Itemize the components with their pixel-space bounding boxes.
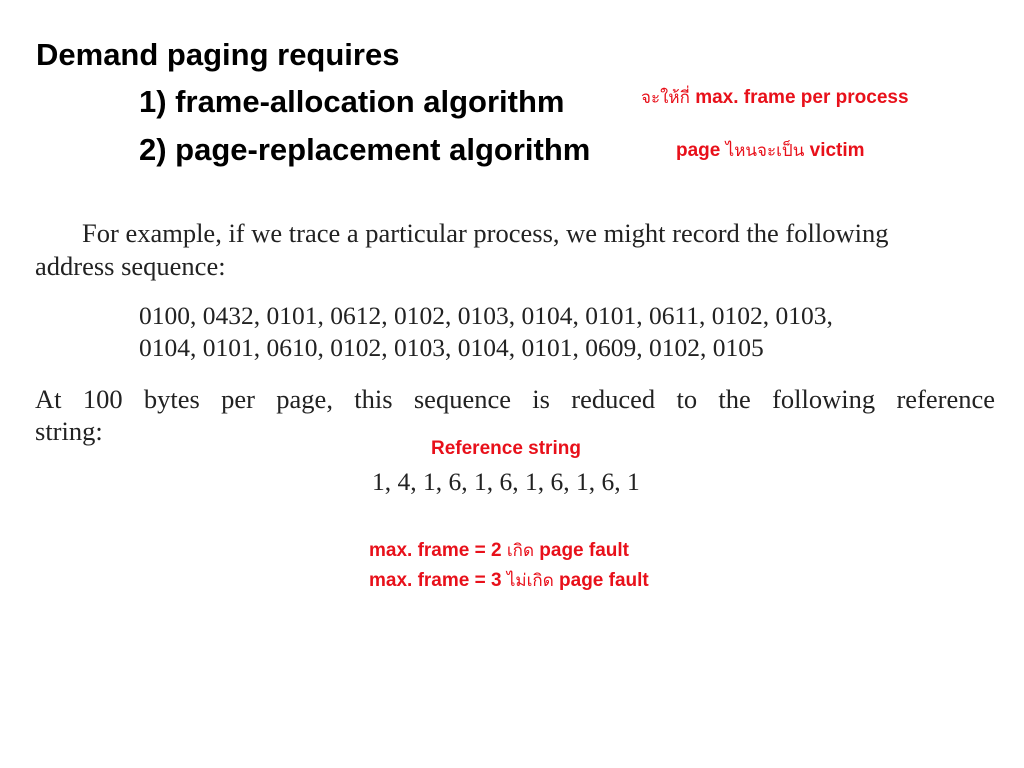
conclusion-2-fault: page fault (559, 570, 649, 591)
conclusion-1-frames: max. frame = 2 (369, 540, 502, 561)
conclusion-1-thai: เกิด (506, 541, 534, 560)
heading-line-2: 1) frame-allocation algorithm (139, 84, 565, 119)
note-page-replacement (676, 137, 865, 164)
reference-string-label: Reference string (431, 438, 581, 459)
conclusion-line-2 (369, 567, 649, 594)
heading-line-1: Demand paging requires (36, 37, 400, 72)
paragraph-2-line-1: At 100 bytes per page, this sequence is reduced to the following reference (35, 384, 995, 414)
heading-line-3: 2) page-replacement algorithm (139, 132, 591, 167)
note1-thai-text: จะให้กี่ (641, 88, 690, 107)
reference-string: 1, 4, 1, 6, 1, 6, 1, 6, 1, 6, 1 (372, 467, 640, 496)
note1-text: max. frame per process (695, 87, 909, 108)
note2-victim-text: victim (809, 140, 865, 161)
note2-thai-text: ไหนจะเป็น (725, 141, 805, 160)
note2-page-text: page (676, 140, 721, 161)
paragraph-1-line-1: For example, if we trace a particular process, we might record the following (82, 218, 889, 248)
conclusion-2-frames: max. frame = 3 (369, 570, 502, 591)
address-sequence-line-1: 0100, 0432, 0101, 0612, 0102, 0103, 0104, 0101, 0611, 0102, 0103, (139, 301, 833, 330)
note-frame-allocation (641, 84, 909, 111)
paragraph-1-line-2: address sequence: (35, 251, 226, 281)
conclusion-line-1 (369, 537, 629, 564)
address-sequence-line-2: 0104, 0101, 0610, 0102, 0103, 0104, 0101, 0609, 0102, 0105 (139, 333, 764, 362)
paragraph-2-line-2: string: (35, 416, 103, 446)
conclusion-1-fault: page fault (539, 540, 630, 561)
conclusion-2-thai: ไม่เกิด (506, 571, 554, 590)
